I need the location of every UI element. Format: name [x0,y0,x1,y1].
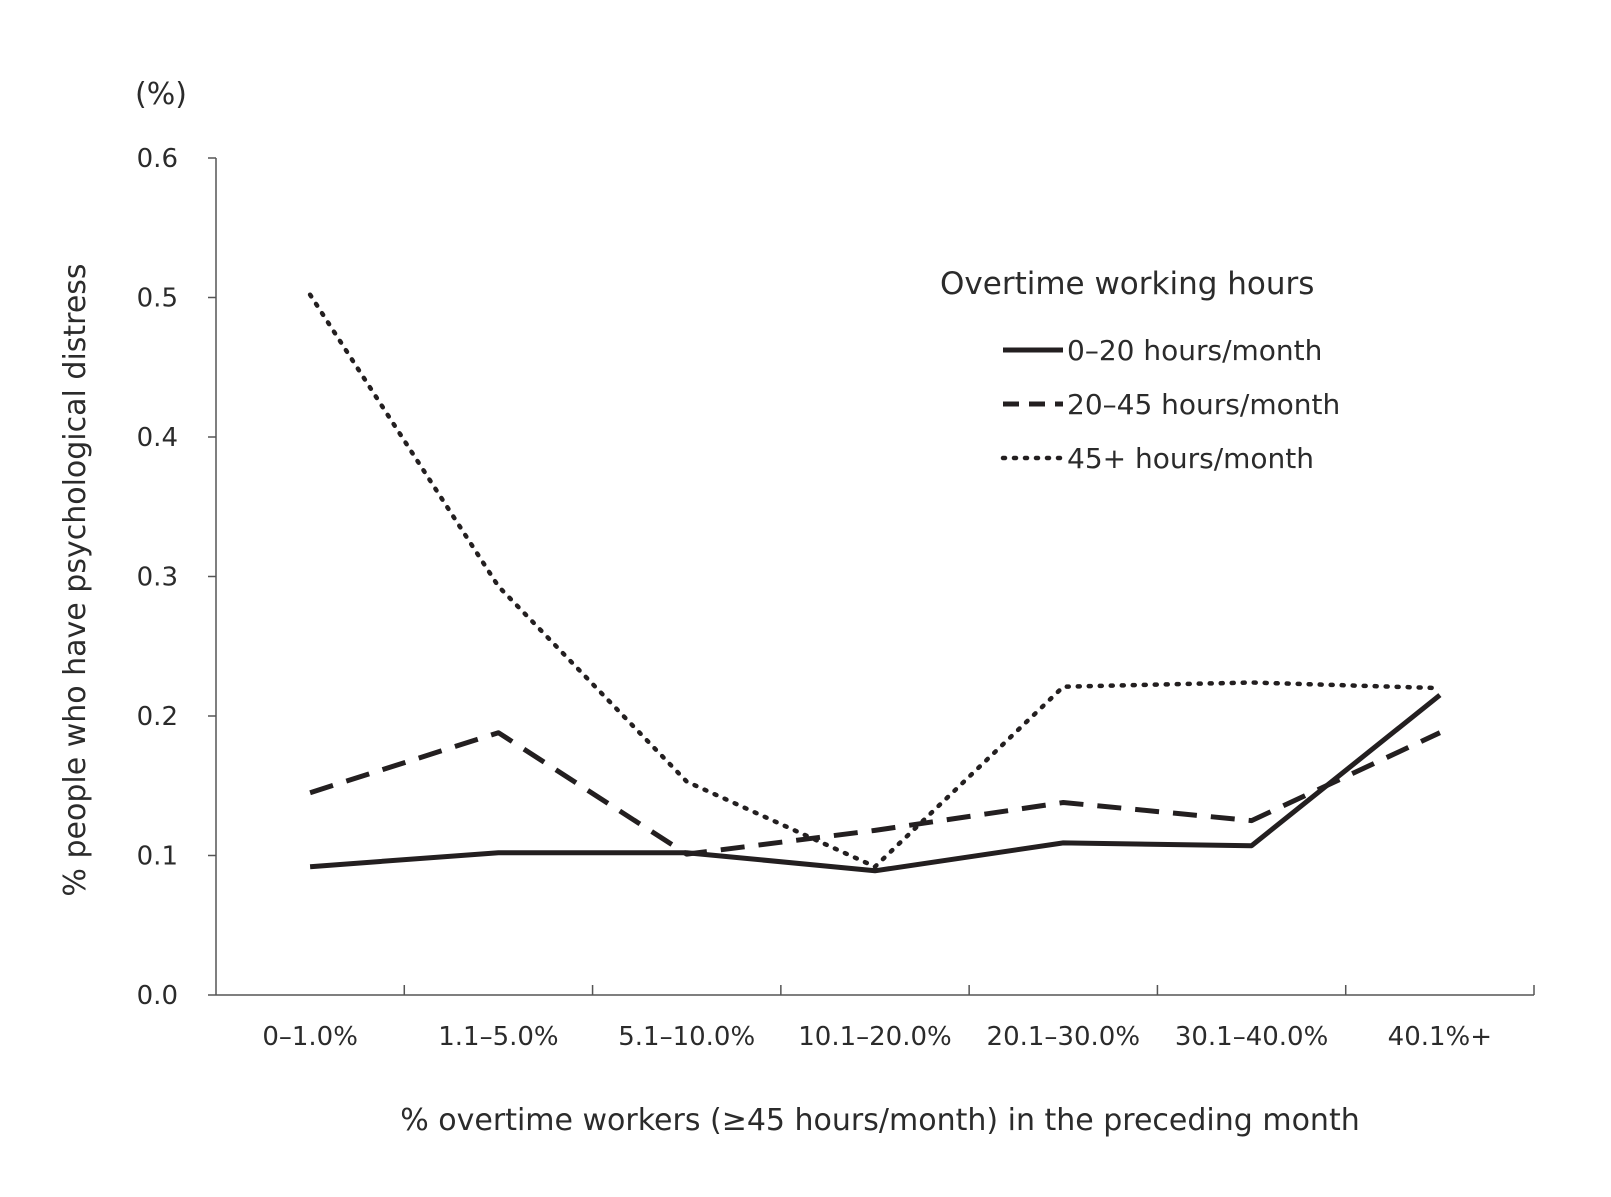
x-tick-label: 20.1–30.0% [986,1022,1141,1052]
x-tick-label: 0–1.0% [262,1022,358,1052]
legend-label: 45+ hours/month [1067,442,1315,475]
legend-label: 0–20 hours/month [1067,334,1323,367]
x-tick-label: 30.1–40.0% [1174,1022,1329,1052]
legend-items [1003,334,1340,475]
y-tick-label: 0.2 [136,702,178,732]
y-ticks [137,144,216,1011]
y-tick-label: 0.4 [136,423,178,453]
x-axis-label: % overtime workers (≥45 hours/month) in the preceding month [400,1103,1360,1138]
y-tick-label: 0.6 [136,144,178,174]
y-tick-label: 0.0 [136,981,178,1011]
y-tick-label: 0.1 [136,841,178,872]
series-line-solid [310,695,1440,871]
x-tick-label: 1.1–5.0% [438,1022,559,1052]
x-tick-label: 5.1–10.0% [618,1022,756,1052]
y-tick-label: 0.5 [136,283,178,314]
series-line-dotted [310,295,1440,867]
y-unit-label: (%) [135,77,187,112]
series-line-dashed [310,733,1440,854]
series-lines [310,295,1440,871]
legend-title: Overtime working hours [940,266,1315,302]
legend-label: 20–45 hours/month [1067,388,1341,421]
y-tick-label: 0.3 [136,562,178,593]
legend [940,266,1340,475]
y-axis-label: % people who have psychological distress [58,263,93,897]
x-tick-label: 10.1–20.0% [798,1022,952,1052]
x-tick-label: 40.1%+ [1387,1022,1493,1052]
